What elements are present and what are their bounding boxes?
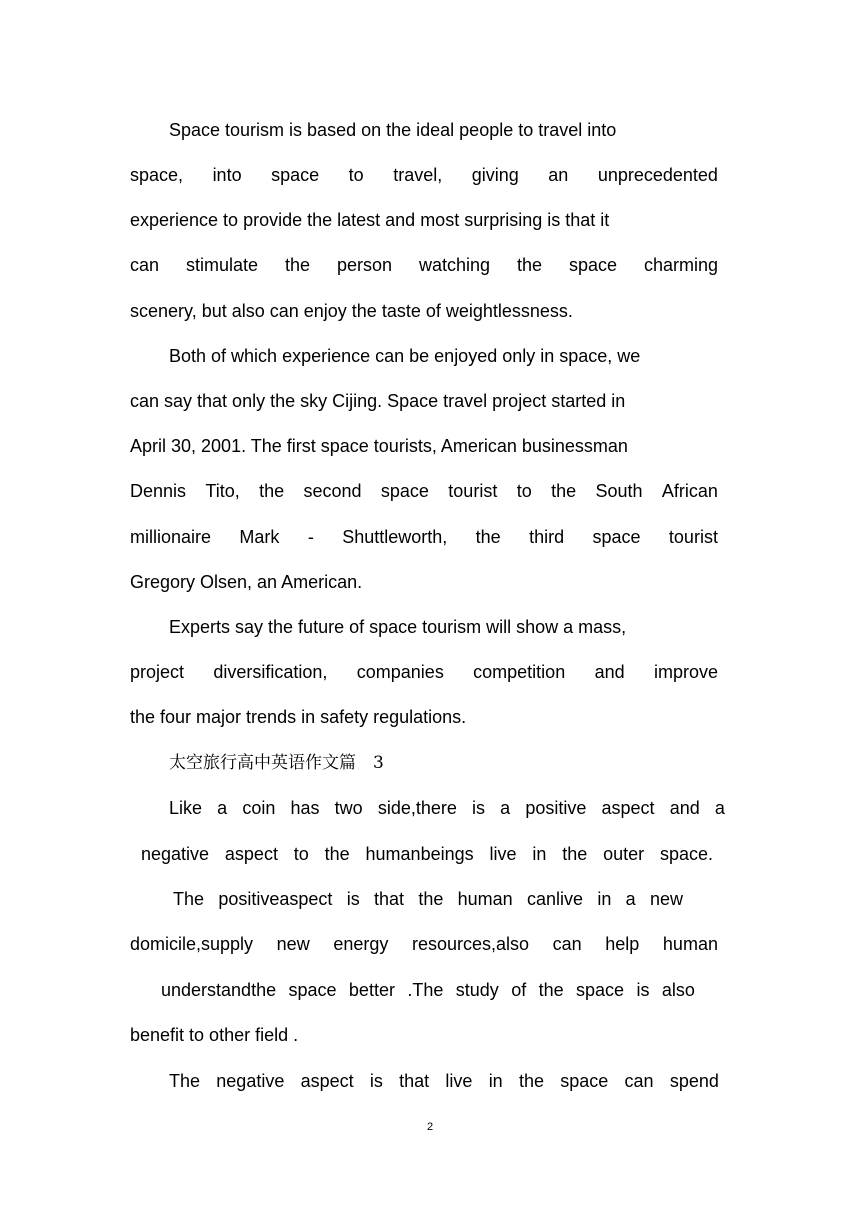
word: stimulate — [185, 255, 259, 275]
word: second — [303, 481, 362, 501]
word: that — [374, 889, 405, 909]
word: tourist — [448, 481, 498, 501]
word: The — [173, 889, 205, 909]
word: Dennis — [130, 481, 187, 501]
word: person — [336, 255, 392, 275]
text-line — [130, 164, 718, 186]
word: that — [399, 1071, 430, 1091]
word: tourist — [668, 527, 718, 547]
word: better — [348, 980, 395, 1000]
word: live — [445, 1071, 473, 1091]
word: study — [455, 980, 499, 1000]
word: positiveaspect — [218, 889, 333, 909]
word: the — [551, 481, 577, 501]
word: space — [592, 527, 641, 547]
word: has — [290, 798, 320, 818]
word: resources,also — [411, 934, 530, 954]
word: two — [334, 798, 363, 818]
word: and — [669, 798, 700, 818]
word: the — [538, 980, 564, 1000]
word: in — [488, 1071, 503, 1091]
text-line — [141, 843, 713, 865]
word: giving — [471, 165, 519, 185]
word: new — [276, 934, 310, 954]
text-line: can say that only the sky Cijing. Space travel project started in — [130, 391, 626, 411]
word: can — [130, 255, 160, 275]
word: to — [348, 165, 364, 185]
text-line: scenery, but also can enjoy the taste of weightlessness. — [130, 301, 573, 321]
word: unprecedented — [597, 165, 718, 185]
word: space — [576, 980, 625, 1000]
word: space — [560, 1071, 609, 1091]
word: space — [288, 980, 337, 1000]
word: space — [271, 165, 320, 185]
word: competition — [473, 662, 566, 682]
word: human — [662, 934, 718, 954]
word: the — [259, 481, 285, 501]
word: energy — [333, 934, 389, 954]
text-line: the four major trends in safety regulations. — [130, 707, 467, 727]
word: .The — [407, 980, 444, 1000]
word: a — [217, 798, 228, 818]
text-line: benefit to other field . — [130, 1025, 299, 1045]
word: an — [548, 165, 569, 185]
word: in — [597, 889, 612, 909]
text-line — [130, 480, 718, 502]
word: charming — [643, 255, 718, 275]
word: the — [475, 527, 501, 547]
word: aspect — [601, 798, 655, 818]
word: is — [636, 980, 650, 1000]
word: African — [661, 481, 718, 501]
word: a — [500, 798, 511, 818]
text-line — [161, 979, 695, 1001]
word: positive — [525, 798, 587, 818]
word: negative — [141, 844, 210, 864]
word: humanbeings — [365, 844, 474, 864]
word: space, — [130, 165, 184, 185]
page-number: 2 — [426, 1121, 434, 1133]
word: travel, — [393, 165, 443, 185]
word: a — [714, 798, 725, 818]
word: human — [457, 889, 513, 909]
word: aspect — [300, 1071, 354, 1091]
word: the — [562, 844, 588, 864]
word: and — [594, 662, 625, 682]
text-line — [169, 797, 725, 819]
text-line: Gregory Olsen, an American. — [130, 572, 363, 592]
word: The — [169, 1071, 201, 1091]
word: is — [369, 1071, 383, 1091]
word: outer — [603, 844, 645, 864]
word: of — [511, 980, 527, 1000]
word: new — [649, 889, 683, 909]
word: watching — [418, 255, 490, 275]
text-line — [130, 661, 718, 683]
word: is — [472, 798, 486, 818]
word: also — [661, 980, 695, 1000]
text-line: Both of which experience can be enjoyed only in space, we — [169, 346, 641, 366]
word: improve — [653, 662, 718, 682]
word: space — [380, 481, 429, 501]
word: third — [529, 527, 565, 547]
word: aspect — [224, 844, 278, 864]
word: to — [293, 844, 309, 864]
word: the — [418, 889, 444, 909]
text-line: Space tourism is based on the ideal people to travel into — [169, 120, 617, 140]
text-line — [130, 254, 718, 276]
word: in — [532, 844, 547, 864]
word: the — [284, 255, 310, 275]
word: millionaire — [130, 527, 212, 547]
text-line: Experts say the future of space tourism will show a mass, — [169, 617, 627, 637]
word: understandthe — [161, 980, 277, 1000]
text-line: April 30, 2001. The first space tourists, American businessman — [130, 436, 628, 456]
word: domicile,supply — [130, 934, 254, 954]
text-line — [130, 933, 718, 955]
word: live — [489, 844, 517, 864]
word: coin — [242, 798, 276, 818]
word: South — [595, 481, 643, 501]
text-line — [130, 526, 718, 548]
word: Shuttleworth, — [342, 527, 448, 547]
word: diversification, — [213, 662, 328, 682]
word: help — [605, 934, 640, 954]
word: the — [516, 255, 542, 275]
text-line — [173, 888, 683, 910]
word: can — [552, 934, 582, 954]
word: project — [130, 662, 185, 682]
word: is — [346, 889, 360, 909]
word: companies — [356, 662, 444, 682]
word: space. — [659, 844, 713, 864]
word: negative — [216, 1071, 285, 1091]
word: the — [324, 844, 350, 864]
word: space — [568, 255, 617, 275]
word: spend — [669, 1071, 719, 1091]
word: Mark — [239, 527, 280, 547]
word: canlive — [527, 889, 584, 909]
word: a — [625, 889, 636, 909]
word: Like — [169, 798, 203, 818]
text-line — [169, 1070, 719, 1092]
word: - — [307, 527, 314, 547]
word: side,there — [377, 798, 457, 818]
word: into — [212, 165, 242, 185]
word: can — [624, 1071, 654, 1091]
word: Tito, — [205, 481, 240, 501]
text-line: experience to provide the latest and most surprising is that it — [130, 210, 610, 230]
word: to — [516, 481, 532, 501]
word: the — [518, 1071, 544, 1091]
section-heading: 太空旅行高中英语作文篇 3 — [169, 753, 384, 773]
